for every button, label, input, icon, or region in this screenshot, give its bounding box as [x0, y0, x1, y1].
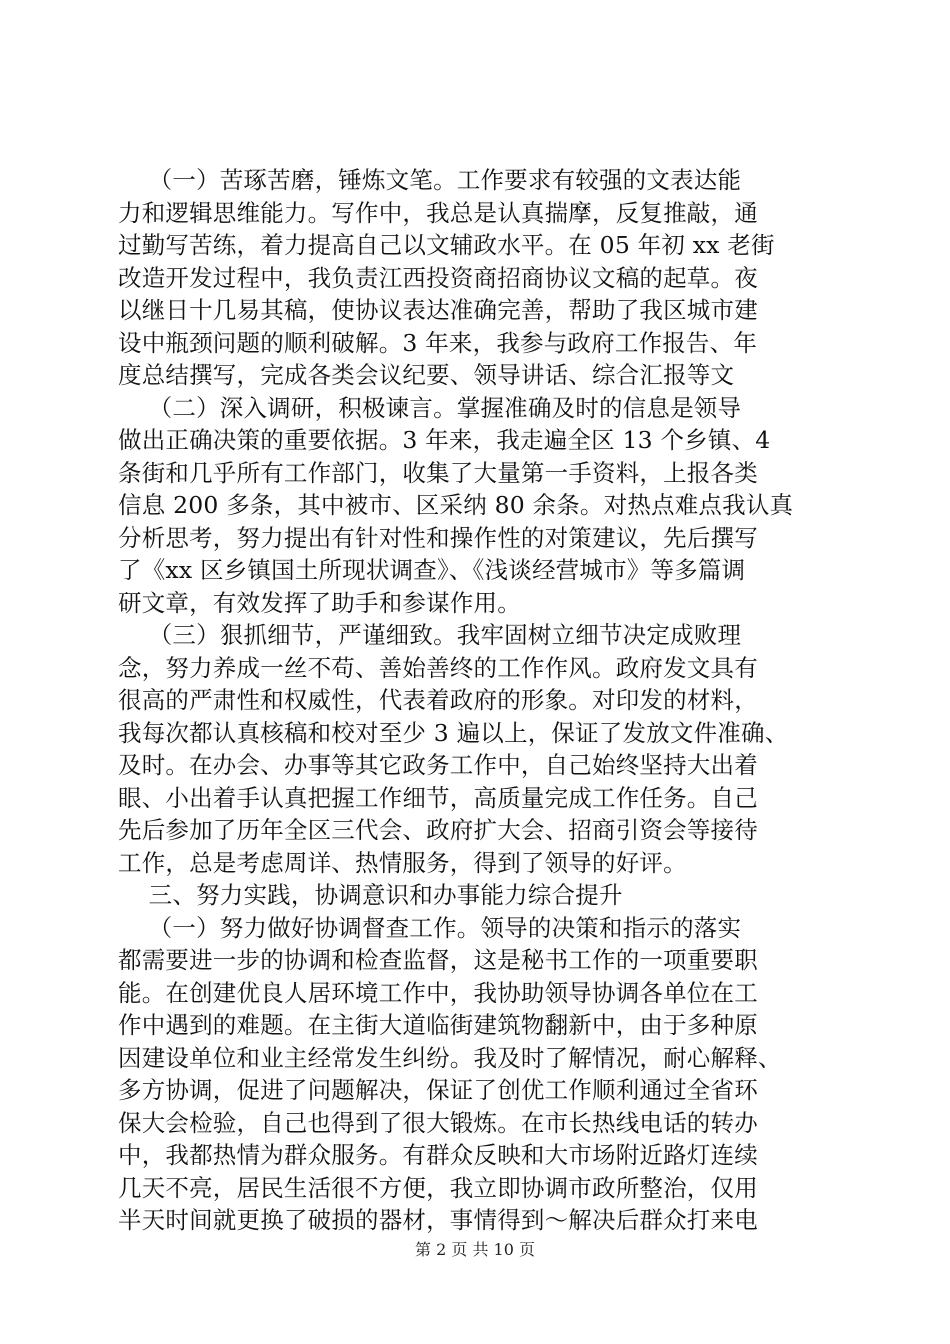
- document-body: [118, 164, 832, 1237]
- text-line: 都需要进一步的协调和检查监督，这是秘书工作的一项重要职: [118, 946, 758, 974]
- text-line: 了《xx 区乡镇国土所现状调查》、《浅谈经营城市》等多篇调: [118, 556, 746, 584]
- text-line: 研文章，有效发挥了助手和参谋作用。: [118, 588, 521, 617]
- text-line: 条街和几乎所有工作部门，收集了大量第一手资料，上报各类: [118, 458, 758, 487]
- text-line: 眼、小出着手认真把握工作细节，高质量完成工作任务。自己: [118, 783, 758, 812]
- section-heading: 三、努力实践，协调意识和办事能力综合提升: [118, 881, 623, 909]
- text-line: （一）努力做好协调督查工作。领导的决策和指示的落实: [118, 913, 742, 942]
- text-line: （二）深入调研，积极谏言。掌握准确及时的信息是领导: [118, 393, 742, 422]
- text-line: 我每次都认真核稿和校对至少 3 遍以上，保证了发放文件准确、: [118, 718, 789, 747]
- text-line: （三）狠抓细节，严谨细致。我牢固树立细节决定成败理: [118, 621, 742, 649]
- page-number-footer: 第 2 页 共 10 页: [415, 1240, 535, 1259]
- text-line: 工作，总是考虑周详、热情服务，得到了领导的好评。: [118, 848, 687, 877]
- text-line: 作中遇到的难题。在主街大道临街建筑物翻新中，由于多种原: [118, 1011, 758, 1039]
- text-line: （一）苦琢苦磨，锤炼文笔。工作要求有较强的文表达能: [118, 166, 742, 194]
- text-line: 改造开发过程中，我负责江西投资商招商协议文稿的起草。夜: [118, 263, 758, 292]
- text-line: 能。在创建优良人居环境工作中，我协助领导协调各单位在工: [118, 978, 758, 1007]
- text-line: 力和逻辑思维能力。写作中，我总是认真揣摩，反复推敲，通: [118, 198, 758, 227]
- text-line: 信息 200 多条，其中被市、区采纳 80 余条。对热点难点我认真: [118, 491, 794, 519]
- text-line: 因建设单位和业主经常发生纠纷。我及时了解情况，耐心解释、: [118, 1043, 782, 1072]
- text-line: 半天时间就更换了破损的器材，事情得到～解决后群众打来电: [118, 1206, 758, 1234]
- text-line: 度总结撰写，完成各类会议纪要、领导讲话、综合汇报等文: [118, 361, 735, 389]
- text-line: 很高的严肃性和权威性，代表着政府的形象。对印发的材料，: [118, 686, 758, 714]
- text-line: 中，我都热情为群众服务。有群众反映和大市场附近路灯连续: [118, 1141, 758, 1169]
- text-line: 及时。在办会、办事等其它政务工作中，自己始终坚持大出着: [118, 751, 758, 779]
- text-line: 过勤写苦练，着力提高自己以文辅政水平。在 05 年初 xx 老街: [118, 231, 775, 259]
- text-line: 保大会检验，自己也得到了很大锻炼。在市长热线电话的转办: [118, 1108, 758, 1137]
- text-line: 设中瓶颈问题的顺利破解。3 年来，我参与政府工作报告、年: [118, 328, 758, 357]
- text-line: 分析思考，努力提出有针对性和操作性的对策建议，先后撰写: [118, 523, 758, 552]
- text-line: 做出正确决策的重要依据。3 年来，我走遍全区 13 个乡镇、4: [118, 426, 771, 454]
- text-line: 念，努力养成一丝不苟、善始善终的工作作风。政府发文具有: [118, 653, 758, 682]
- text-line: 以继日十几易其稿，使协议表达准确完善，帮助了我区城市建: [118, 296, 758, 324]
- text-line: 先后参加了历年全区三代会、政府扩大会、招商引资会等接待: [118, 816, 758, 844]
- text-line: 几天不亮，居民生活很不方便，我立即协调市政所整治，仅用: [118, 1173, 758, 1202]
- text-line: 多方协调，促进了问题解决，保证了创优工作顺利通过全省环: [118, 1076, 758, 1104]
